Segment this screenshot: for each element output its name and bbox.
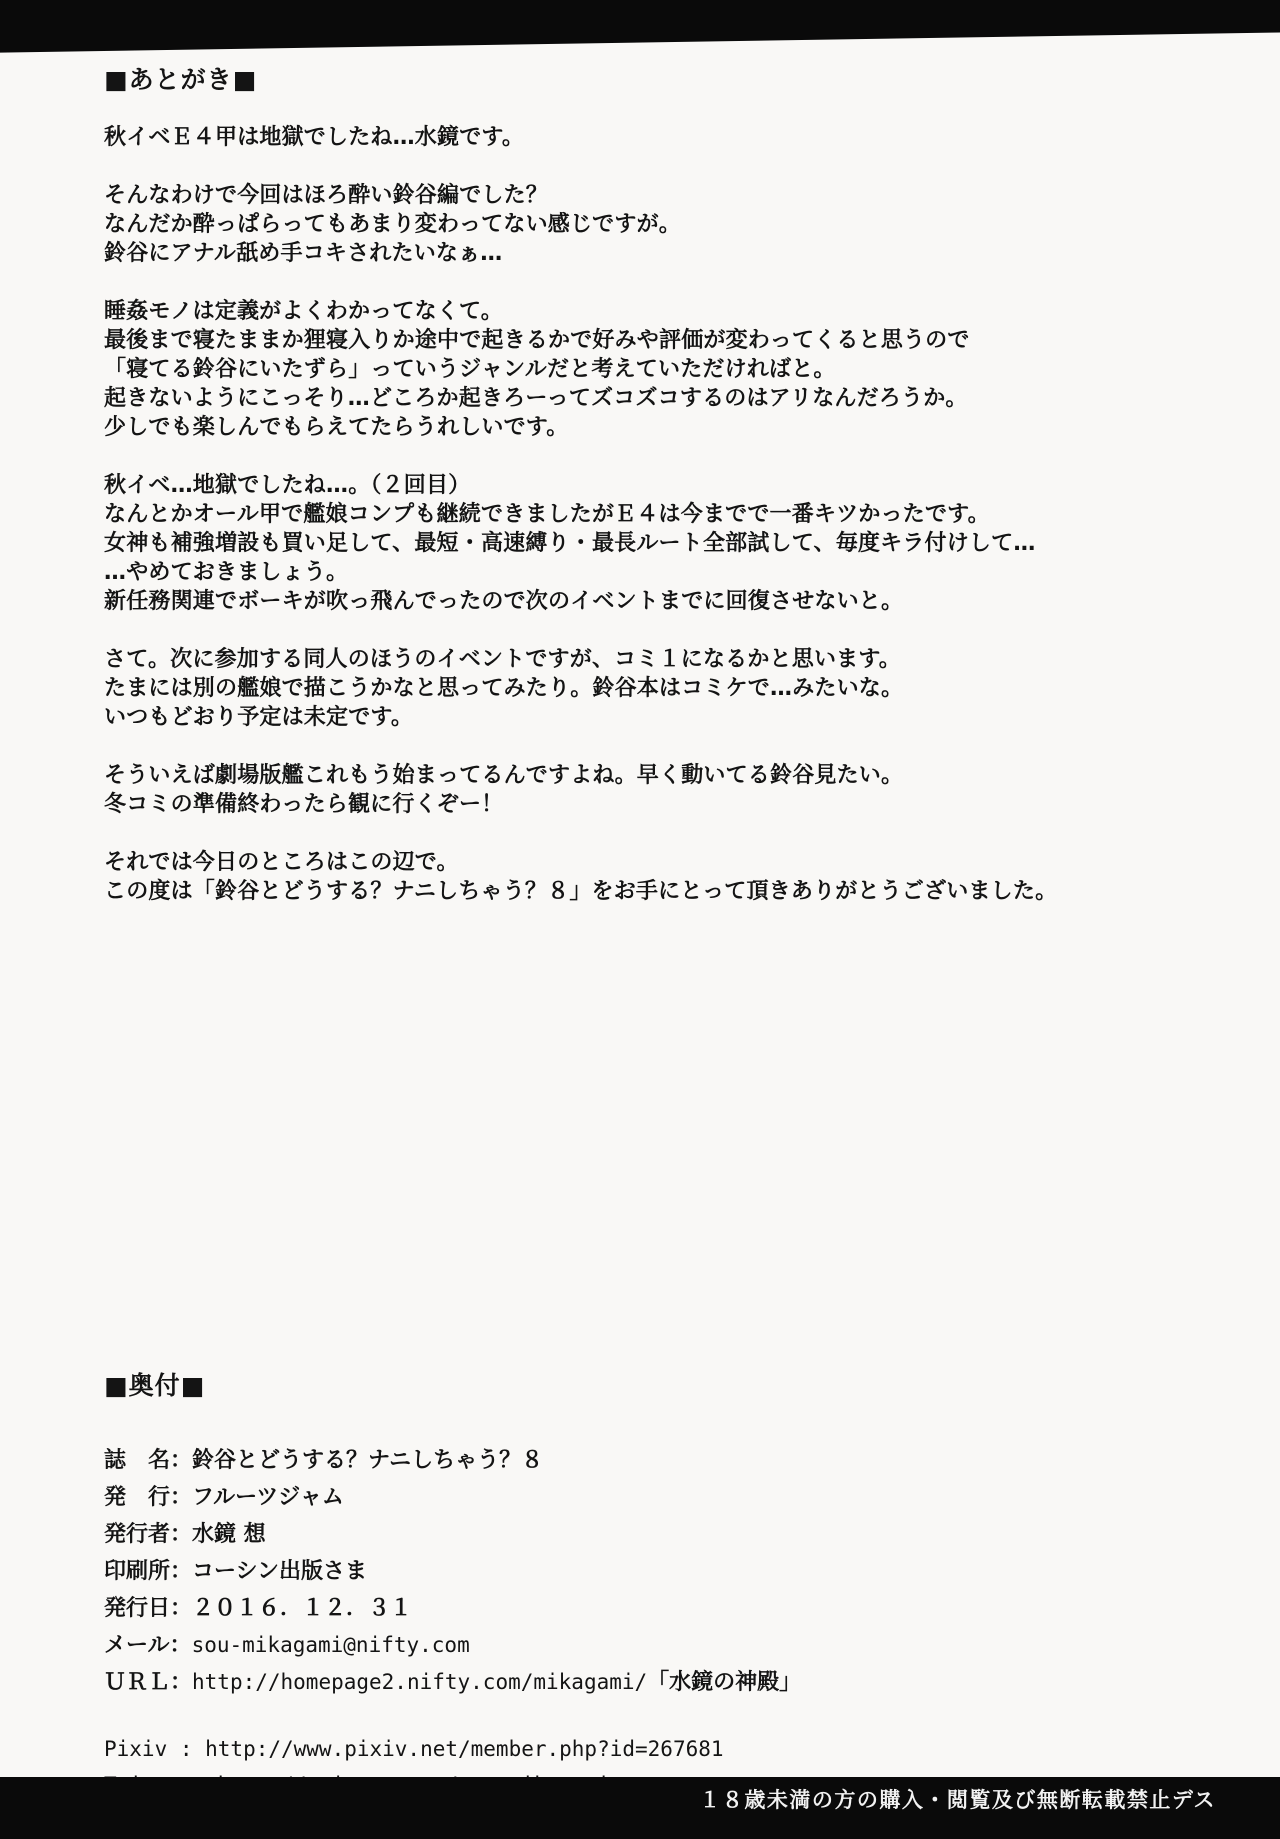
text-line: 最後まで寝たままか狸寝入りか途中で起きるかで好みや評価が変わってくると思うので bbox=[104, 328, 970, 353]
text-line: そんなわけで今回はほろ酔い鈴谷編でした？ bbox=[104, 183, 549, 208]
colophon-url-suffix: 「水鏡の神殿」 bbox=[647, 1670, 802, 1695]
text-line: …やめておきましょう。 bbox=[104, 560, 349, 585]
afterword-paragraph-5 bbox=[104, 645, 1234, 732]
text-line: 女神も補強増設も買い足して、最短・高速縛り・最長ルート全部試して、毎度キラ付けして… bbox=[104, 531, 1036, 556]
afterword-section bbox=[104, 60, 1234, 935]
afterword-paragraph-7 bbox=[104, 848, 1234, 906]
afterword-paragraph-3 bbox=[104, 297, 1234, 442]
colophon-label: 誌 名： bbox=[104, 1448, 193, 1473]
colophon-value: コーシン出版さま bbox=[192, 1559, 368, 1584]
text-line: 冬コミの準備終わったら観に行くぞー！ bbox=[104, 792, 504, 817]
age-restriction-notice: １８歳未満の方の購入・閲覧及び無断転載禁止デス bbox=[699, 1788, 1216, 1812]
text-line: いつもどおり予定は未定です。 bbox=[104, 705, 414, 730]
colophon-label: メール： bbox=[104, 1633, 192, 1658]
colophon-row-title bbox=[104, 1442, 1234, 1479]
text-line: 秋イベＥ４甲は地獄でしたね…水鏡です。 bbox=[104, 125, 525, 150]
text-line: 起きないようにこっそり…どころか起きろーってズコズコするのはアリなんだろうか。 bbox=[104, 386, 968, 411]
colophon-label: 発 行： bbox=[104, 1485, 193, 1510]
colophon-value: 鈴谷とどうする？ナニしちゃう？８ bbox=[192, 1448, 544, 1473]
top-black-bar bbox=[0, 0, 1280, 56]
text-line: なんとかオール甲で艦娘コンプも継続できましたがＥ４は今までで一番キツかったです。 bbox=[104, 502, 990, 527]
text-line: たまには別の艦娘で描こうかなと思ってみたり。鈴谷本はコミケで…みたいな。 bbox=[104, 676, 904, 701]
text-line: 秋イベ…地獄でしたね…。（２回目） bbox=[104, 473, 471, 498]
afterword-paragraph-2 bbox=[104, 181, 1234, 268]
colophon-row-date bbox=[104, 1590, 1234, 1627]
colophon-value: ２０１６．１２．３１ bbox=[192, 1596, 413, 1621]
afterword-heading: ■あとがき■ bbox=[104, 65, 258, 94]
afterword-paragraph-6 bbox=[104, 761, 1234, 819]
text-line: 鈴谷にアナル舐め手コキされたいなぁ… bbox=[104, 241, 503, 266]
age-restriction-bar bbox=[0, 1777, 1280, 1839]
text-line: そういえば劇場版艦これもう始まってるんですよね。早く動いてる鈴谷見たい。 bbox=[104, 763, 904, 788]
text-line: 睡姦モノは定義がよくわかってなくて。 bbox=[104, 299, 503, 324]
colophon-heading: ■奥付■ bbox=[104, 1371, 206, 1400]
colophon-row-author bbox=[104, 1516, 1234, 1553]
colophon-row-publisher bbox=[104, 1479, 1234, 1516]
text-line: 「寝てる鈴谷にいたずら」っていうジャンルだと考えていただければと。 bbox=[104, 357, 836, 382]
afterword-paragraph-1 bbox=[104, 123, 1234, 152]
colophon-value: 水鏡 想 bbox=[192, 1522, 266, 1547]
colophon-value: フルーツジャム bbox=[192, 1485, 344, 1510]
text-line: さて。次に参加する同人のほうのイベントですが、コミ１になるかと思います。 bbox=[104, 647, 902, 672]
colophon-row-email bbox=[104, 1627, 1234, 1664]
colophon-section bbox=[104, 1366, 1234, 1803]
afterword-paragraph-4 bbox=[104, 471, 1234, 616]
text-line: それでは今日のところはこの辺で。 bbox=[104, 850, 459, 875]
colophon-label: 発行日： bbox=[104, 1596, 193, 1621]
text-line: 新任務関連でボーキが吹っ飛んでったので次のイベントまでに回復させないと。 bbox=[104, 589, 904, 614]
colophon-label: ＵＲＬ： bbox=[104, 1670, 193, 1695]
text-line: なんだか酔っぱらってもあまり変わってない感じですが。 bbox=[104, 212, 681, 237]
colophon-row-url bbox=[104, 1664, 1234, 1701]
colophon-email-value: sou-mikagami@nifty.com bbox=[191, 1633, 470, 1657]
colophon-label: 印刷所： bbox=[104, 1559, 193, 1584]
colophon-row-printer bbox=[104, 1553, 1234, 1590]
pixiv-link-line: Pixiv : http://www.pixiv.net/member.php?id=267681 bbox=[104, 1737, 724, 1761]
colophon-label: 発行者： bbox=[104, 1522, 193, 1547]
text-line: 少しでも楽しんでもらえてたらうれしいです。 bbox=[104, 415, 569, 440]
text-line: この度は「鈴谷とどうする？ナニしちゃう？８」をお手にとって頂きありがとうございました。 bbox=[104, 879, 1058, 904]
colophon-url-value: http://homepage2.nifty.com/mikagami/ bbox=[192, 1670, 648, 1694]
